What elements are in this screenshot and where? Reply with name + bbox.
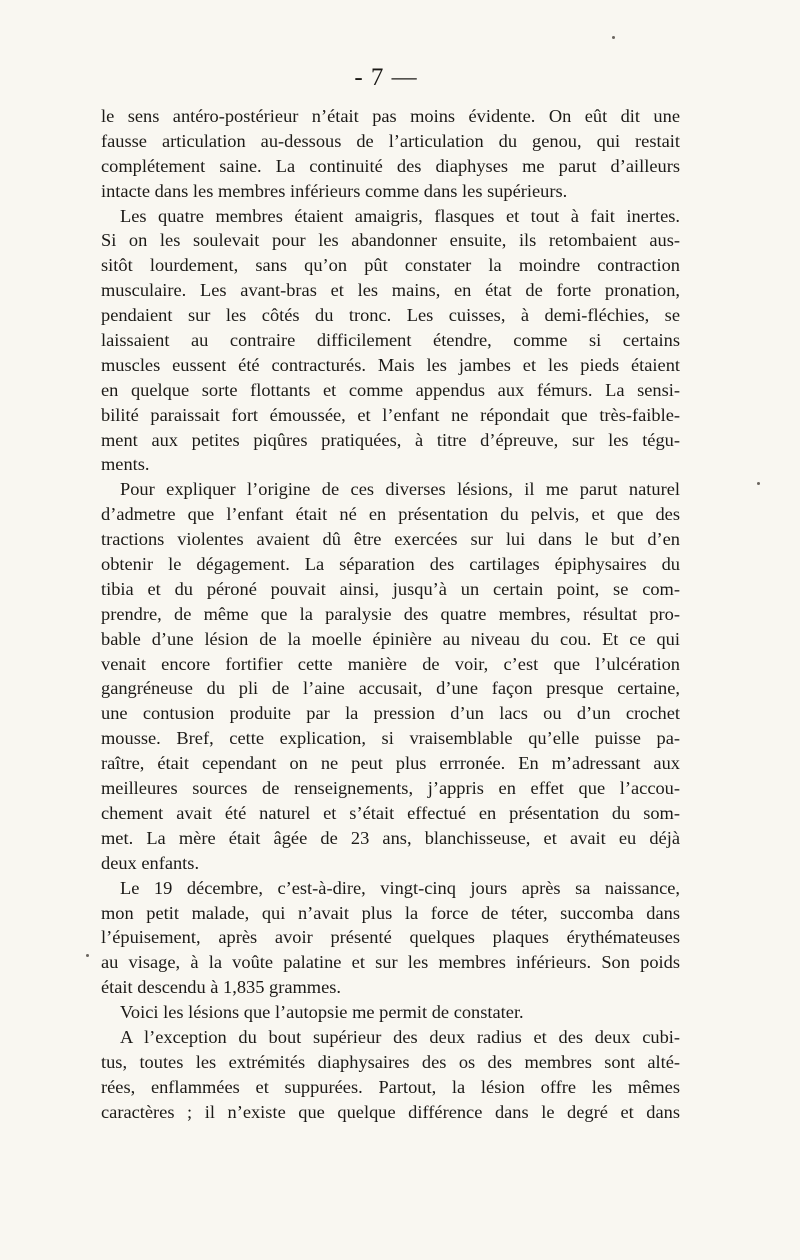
paragraph-start-line: Pour expliquer l’origine de ces diverses lésions, il me parut naturel <box>120 479 680 500</box>
paragraph-start-line: A l’exception du bout supérieur des deux radius et des deux cubi- <box>120 1026 680 1047</box>
text-line: tractions violentes avaient dû être exercées sur lui dans le but d’en <box>101 529 680 550</box>
text-line: intacte dans les membres inférieurs comme dans les supérieurs. <box>101 180 568 201</box>
text-line: d’admetre que l’enfant était né en présentation du pelvis, et que des <box>101 504 680 525</box>
text-line: venait encore fortifier cette manière de voir, c’est que l’ulcération <box>101 653 680 674</box>
text-line: sitôt lourdement, sans qu’on pût constater la moindre contraction <box>101 255 680 276</box>
text-line: prendre, de même que la paralysie des quatre membres, résultat pro- <box>101 603 680 624</box>
paper-speck <box>612 36 615 39</box>
text-line: au visage, à la voûte palatine et sur les membres inférieurs. Son poids <box>101 952 680 973</box>
text-line: musculaire. Les avant-bras et les mains, en état de forte pronation, <box>101 280 680 301</box>
text-line: laissaient au contraire difficilement étendre, comme si certains <box>101 330 680 351</box>
text-line: tibia et du péroné pouvait ainsi, jusqu’à un certain point, se com- <box>101 578 680 599</box>
text-line: le sens antéro-postérieur n’était pas moins évidente. On eût dit une <box>101 106 680 126</box>
text-line: ment aux petites piqûres pratiquées, à titre d’épreuve, sur les tégu- <box>101 429 680 450</box>
text-line: rées, enflammées et suppurées. Partout, la lésion offre les mêmes <box>101 1076 680 1097</box>
text-line: était descendu à 1,835 grammes. <box>101 977 342 998</box>
text-line: l’épuisement, après avoir présenté quelques plaques érythémateuses <box>101 927 680 948</box>
text-line: chement avait été naturel et s’était effectué en présentation du som- <box>101 802 680 823</box>
paragraph-start-line: Le 19 décembre, c’est-à-dire, vingt-cinq jours après sa naissance, <box>120 877 680 898</box>
text-line: Si on les soulevait pour les abandonner ensuite, ils retombaient aus- <box>101 230 680 251</box>
text-line: complétement saine. La continuité des diaphyses me parut d’ailleurs <box>101 155 680 176</box>
text-line: tus, toutes les extrémités diaphysaires des os des membres sont alté- <box>101 1051 680 1072</box>
paragraph-start-line: Voici les lésions que l’autopsie me permit de constater. <box>120 1002 524 1023</box>
text-line: pendaient sur les côtés du tronc. Les cuisses, à demi-fléchies, se <box>101 305 680 326</box>
text-line: ments. <box>101 454 150 475</box>
text-line: mousse. Bref, cette explication, si vraisemblable qu’elle puisse pa- <box>101 728 680 749</box>
page-number: - 7 — <box>354 64 418 91</box>
text-line: deux enfants. <box>101 852 200 873</box>
text-line: bable d’une lésion de la moelle épinière au niveau du cou. Et ce qui <box>101 628 680 649</box>
text-line: meilleures sources de renseignements, j’appris en effet que l’accou- <box>101 778 680 799</box>
text-line: muscles eussent été contracturés. Mais les jambes et les pieds étaient <box>101 354 680 375</box>
text-line: gangréneuse du pli de l’aine accusait, d’une façon presque certaine, <box>101 678 680 699</box>
text-line: met. La mère était âgée de 23 ans, blanchisseuse, et avait eu déjà <box>101 827 680 848</box>
text-line: obtenir le dégagement. La séparation des cartilages épiphysaires du <box>101 554 680 575</box>
text-line: une contusion produite par la pression d’un lacs ou d’un crochet <box>101 703 680 724</box>
text-line: bilité paraissait fort émoussée, et l’enfant ne répondait que très-faible- <box>101 404 680 425</box>
text-line: caractères ; il n’existe que quelque différence dans le degré et dans <box>101 1101 680 1122</box>
paragraph-start-line: Les quatre membres étaient amaigris, flasques et tout à fait inertes. <box>120 205 680 226</box>
text-line: mon petit malade, qui n’avait plus la force de téter, succomba dans <box>101 902 680 923</box>
paper-speck <box>757 482 760 485</box>
text-line: fausse articulation au-dessous de l’articulation du genou, qui restait <box>101 130 680 151</box>
body-text <box>101 104 680 1125</box>
text-line: raître, était cependant on ne peut plus errronée. En m’adressant aux <box>101 753 680 774</box>
text-line: en quelque sorte flottants et comme appendus aux fémurs. La sensi- <box>101 379 680 400</box>
paper-speck <box>86 954 89 957</box>
